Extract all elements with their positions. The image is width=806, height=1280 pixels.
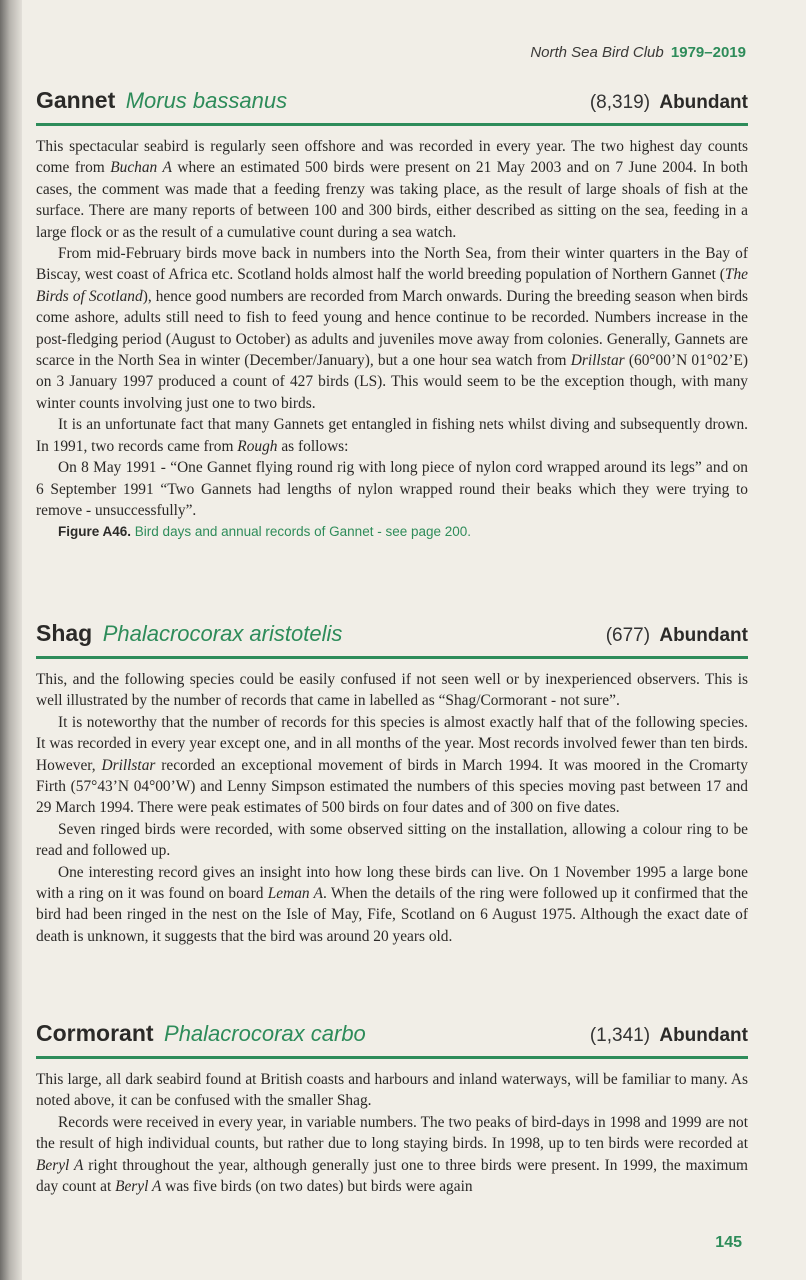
paragraph: This large, all dark seabird found at British coasts and harbours and inland waterways, will be familiar to many. As noted above, it can be confused with the smaller Shag. — [36, 1071, 748, 1110]
status-label: Abundant — [659, 1025, 748, 1046]
record-count: (8,319) — [589, 92, 651, 113]
site-name: Drillstar — [570, 352, 625, 370]
paragraph: This spectacular seabird is regularly seen offshore and was recorded in every year. The two highest day counts come from Buchan A where an estimated 500 birds were present on 21 May 2003 and on 7 June 2004. In both cases, the comment was made that a feeding frenzy was taking place, as the result of large shoals of fish at the surface. There are many reports of between 100 and 300 birds, either described as sitting on the sea, feeding in a large flock or as the result of a cumulative count during a sea watch. — [36, 138, 748, 241]
species-latin-name: Phalacrocorax carbo — [164, 1021, 366, 1046]
figure-text: Bird days and annual records of Gannet - see page 200. — [134, 524, 472, 540]
figure-caption — [36, 524, 748, 539]
club-years: 1979–2019 — [670, 44, 746, 61]
paragraph: It is noteworthy that the number of records for this species is almost exactly half that of the following species. It was recorded in every year except one, and in all months of the year. Most records involved fewer than ten birds. However, Drillstar recorded an exceptional movement of birds in March 1994. It was moored in the Cromarty Firth (57°43’N 04°00’W) and Lenny Simpson estimated the numbers of this species moving past between 17 and 29 March 1994. There were peak estimates of 500 birds on four dates and of 300 on five dates. — [36, 713, 748, 817]
status-label: Abundant — [659, 92, 748, 113]
cormorant-section — [36, 1017, 748, 1197]
paragraph: On 8 May 1991 - “One Gannet flying round rig with long piece of nylon cord wrapped around its legs” and on 6 September 1991 “Two Gannets had lengths of nylon wrapped round their beaks which they were trying to remove - unsuccessfully”. — [36, 459, 748, 519]
paragraph: One interesting record gives an insight into how long these birds can live. On 1 November 1995 a large bone with a ring on it was found on board Leman A. When the details of the ring were followed up it confirmed that the bird had been ringed in the nest on the Isle of May, Fife, Scotland on 6 August 1975. Although the exact date of death is unknown, it suggests that the bird was around 20 years old. — [36, 863, 748, 945]
heading-rule — [36, 123, 748, 126]
paragraph: Records were received in every year, in variable numbers. The two peaks of bird-days in 1998 and 1999 are not the result of high individual counts, but rather due to long staying birds. In 1998, up to ten birds were recorded at Beryl A right throughout the year, although generally just one to three birds were present. In 1999, the maximum day count at Beryl A was five birds (on two dates) but birds were again — [36, 1113, 748, 1196]
species-latin-name: Phalacrocorax aristotelis — [102, 621, 343, 646]
site-name: Beryl A — [115, 1178, 162, 1196]
shag-section — [36, 617, 748, 947]
paragraph: Seven ringed birds were recorded, with some observed sitting on the installation, allowing a colour ring to be read and followed up. — [36, 820, 748, 860]
paragraph: This, and the following species could be easily confused if not seen well or by inexperienced observers. This is well illustrated by the number of records that came in labelled as “Shag/Cormorant - not sure”. — [36, 671, 748, 710]
species-name: Shag — [36, 620, 93, 646]
species-heading — [36, 1017, 748, 1047]
running-header — [530, 44, 746, 61]
book-title: The Birds of Scotland — [36, 266, 748, 305]
species-latin-name: Morus bassanus — [125, 88, 288, 113]
species-name: Gannet — [36, 87, 116, 113]
heading-rule — [36, 1056, 748, 1059]
book-spine-shadow — [0, 0, 22, 1280]
species-text — [36, 669, 748, 947]
species-heading — [36, 617, 748, 647]
site-name: Rough — [237, 437, 278, 455]
record-count: (1,341) — [589, 1025, 651, 1046]
site-name: Drillstar — [101, 756, 156, 774]
status-label: Abundant — [659, 625, 748, 646]
heading-rule — [36, 656, 748, 659]
gannet-section — [36, 84, 748, 539]
species-heading — [36, 84, 748, 114]
site-name: Leman A — [267, 885, 323, 903]
paragraph: From mid-February birds move back in numbers into the North Sea, from their winter quarters in the Bay of Biscay, west coast of Africa etc. Scotland holds almost half the world breeding population of Northern Gannet (The Birds of Scotland), hence good numbers are recorded from March onwards. During the breeding season when birds come ashore, adults still need to fish to feed young and hence continue to be recorded. Numbers increase in the post-fledging period (August to October) as adults and juveniles move away from colonies. Generally, Gannets are scarce in the North Sea in winter (December/January), but a one hour sea watch from Drillstar (60°00’N 01°02’E) on 3 January 1997 produced a count of 427 birds (LS). This would seem to be the exception though, with many winter counts involving just one to two birds. — [36, 245, 748, 412]
page-number: 145 — [715, 1234, 742, 1251]
paragraph: It is an unfortunate fact that many Gannets get entangled in fishing nets whilst diving and subsequently drown. In 1991, two records came from Rough as follows: — [36, 416, 748, 455]
club-name: North Sea Bird Club — [530, 44, 664, 61]
species-name: Cormorant — [36, 1020, 154, 1046]
site-name: Beryl A — [36, 1156, 84, 1174]
site-name: Buchan A — [110, 159, 172, 177]
record-count: (677) — [605, 625, 651, 646]
species-text — [36, 136, 748, 521]
figure-label: Figure A46. — [58, 524, 132, 540]
species-text — [36, 1069, 748, 1197]
